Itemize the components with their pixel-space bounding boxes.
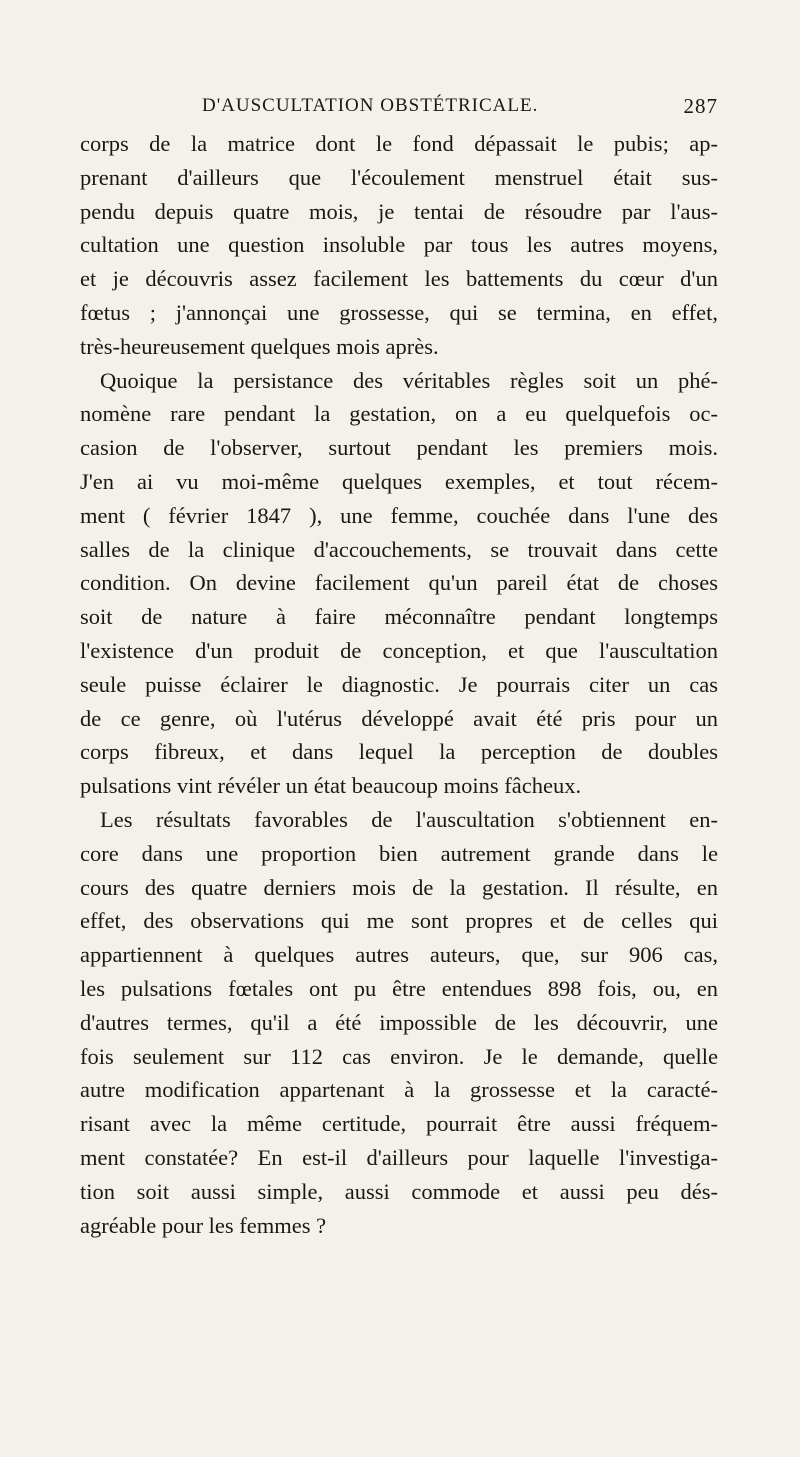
text-line: condition. On devine facilement qu'un pareil état de choses (80, 570, 718, 596)
text-line: seule puisse éclairer le diagnostic. Je pourrais citer un cas (80, 671, 718, 697)
text-line: ment constatée? En est-il d'ailleurs pour laquelle l'investiga- (80, 1144, 718, 1170)
text-line: très-heureusement quelques mois après. (80, 333, 439, 359)
text-line: de ce genre, où l'utérus développé avait été pris pour un (80, 705, 718, 731)
text-line: soit de nature à faire méconnaître pendant longtemps (80, 604, 718, 630)
text-line: prenant d'ailleurs que l'écoulement menstruel était sus- (80, 164, 718, 190)
text-line: casion de l'observer, surtout pendant les premiers mois. (80, 435, 718, 461)
text-line: core dans une proportion bien autrement grande dans le (80, 840, 718, 866)
text-line: ment ( février 1847 ), une femme, couchée dans l'une des (80, 502, 718, 528)
text-line: fœtus ; j'annonçai une grossesse, qui se termina, en effet, (80, 299, 718, 325)
text-line: autre modification appartenant à la grossesse et la caracté- (80, 1077, 718, 1103)
running-head-title: D'AUSCULTATION OBSTÉTRICALE. (202, 95, 539, 116)
text-line: tion soit aussi simple, aussi commode et aussi peu dés- (80, 1178, 718, 1204)
text-line: et je découvris assez facilement les battements du cœur d'un (80, 266, 718, 292)
text-line: appartiennent à quelques autres auteurs, que, sur 906 cas, (80, 942, 718, 968)
text-line: agréable pour les femmes ? (80, 1212, 327, 1238)
paragraph-start-line: Quoique la persistance des véritables règles soit un phé- (100, 367, 718, 393)
text-line: les pulsations fœtales ont pu être entendues 898 fois, ou, en (80, 975, 718, 1001)
text-line: J'en ai vu moi-même quelques exemples, et tout récem- (80, 468, 718, 494)
text-line: l'existence d'un produit de conception, et que l'auscultation (80, 637, 718, 663)
text-line: cours des quatre derniers mois de la gestation. Il résulte, en (80, 874, 718, 900)
text-line: fois seulement sur 112 cas environ. Je le demande, quelle (80, 1043, 718, 1069)
paragraph-start-line: Les résultats favorables de l'auscultation s'obtiennent en- (100, 806, 718, 832)
text-line: pendu depuis quatre mois, je tentai de résoudre par l'aus- (80, 198, 718, 224)
page-number: 287 (683, 94, 718, 118)
text-line: nomène rare pendant la gestation, on a eu quelquefois oc- (80, 401, 718, 427)
body-text (80, 127, 718, 1242)
text-line: corps de la matrice dont le fond dépassait le pubis; ap- (80, 131, 718, 156)
text-line: cultation une question insoluble par tous les autres moyens, (80, 232, 718, 258)
text-line: salles de la clinique d'accouchements, se trouvait dans cette (80, 536, 718, 562)
text-line: d'autres termes, qu'il a été impossible de les découvrir, une (80, 1009, 718, 1035)
text-line: risant avec la même certitude, pourrait être aussi fréquem- (80, 1111, 718, 1137)
text-line: corps fibreux, et dans lequel la perception de doubles (80, 739, 718, 765)
text-line: effet, des observations qui me sont propres et de celles qui (80, 908, 718, 934)
text-line: pulsations vint révéler un état beaucoup moins fâcheux. (80, 773, 582, 799)
